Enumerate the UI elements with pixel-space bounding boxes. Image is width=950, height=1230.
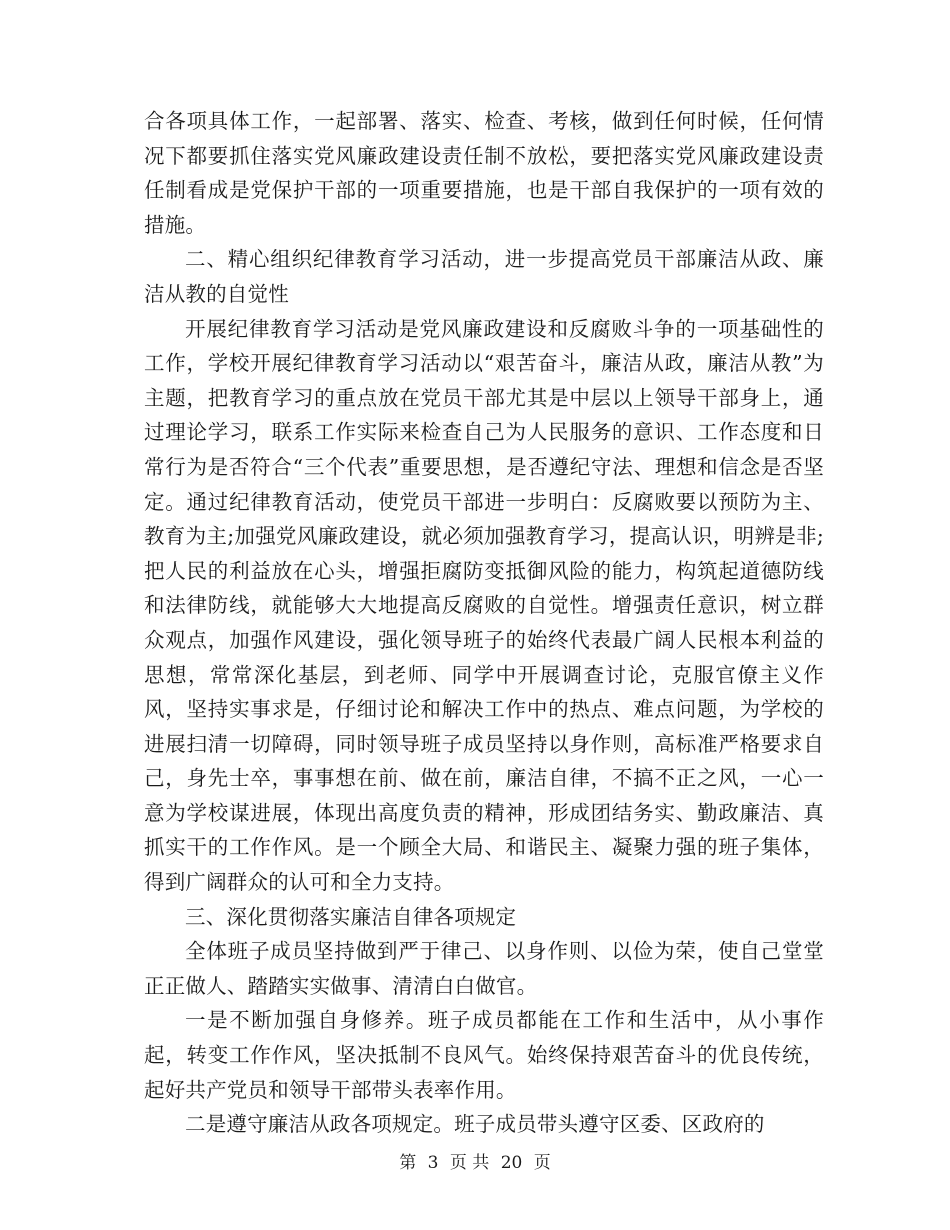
page-footer [0, 1152, 950, 1174]
document-body [144, 104, 824, 1142]
paragraph-4: 一是不断加强自身修养。班子成员都能在工作和生活中，从小事作起，转变工作作风，坚决抵制不良风气。始终保持艰苦奋斗的优良传统，起好共产党员和领导干部带头表率作用。 [144, 1008, 824, 1102]
paragraph-2: 开展纪律教育学习活动是党风廉政建设和反腐败斗争的一项基础性的工作，学校开展纪律教育学习活动以“艰苦奋斗，廉洁从政，廉洁从教”为主题，把教育学习的重点放在党员干部尤其是中层以上领导干部身上，通过理论学习，联系工作实际来检查自己为人民服务的意识、工作态度和日常行为是否符合“三个代表”重要思想，是否遵纪守法、理想和信念是否坚定。通过纪律教育活动，使党员干部进一步明白：反腐败要以预防为主、教育为主;加强党风廉政建设，就必须加强教育学习，提高认识，明辨是非;把人民的利益放在心头，增强拒腐防变抵御风险的能力，构筑起道德防线和法律防线，就能够大大地提高反腐败的自觉性。增强责任意识，树立群众观点，加强作风建设，强化领导班子的始终代表最广阔人民根本利益的思想，常常深化基层，到老师、同学中开展调查讨论，克服官僚主义作风，坚持实事求是，仔细讨论和解决工作中的热点、难点问题，为学校的进展扫清一切障碍，同时领导班子成员坚持以身作则，高标准严格要求自己，身先士卒，事事想在前、做在前，廉洁自律，不搞不正之风，一心一意为学校谋进展，体现出高度负责的精神，形成团结务实、勤政廉洁、真抓实干的工作作风。是一个顾全大局、和谐民主、凝聚力强的班子集体，得到广阔群众的认可和全力支持。 [144, 316, 824, 895]
footer-prefix: 第 [399, 1153, 417, 1173]
section-heading-3: 三、深化贯彻落实廉洁自律各项规定 [185, 904, 517, 929]
paragraph-3: 全体班子成员坚持做到严于律己、以身作则、以俭为荣，使自己堂堂正正做人、踏踏实实做事、清清白白做官。 [144, 939, 824, 998]
section-heading-2: 二、精心组织纪律教育学习活动，进一步提高党员干部廉洁从政、廉洁从教的自觉性 [144, 247, 824, 306]
footer-middle: 页 共 [449, 1153, 490, 1173]
footer-suffix: 页 [533, 1153, 551, 1173]
paragraph-1: 合各项具体工作，一起部署、落实、检查、考核，做到任何时候，任何情况下都要抓住落实党风廉政建设责任制不放松，要把落实党风廉政建设责任制看成是党保护干部的一项重要措施，也是干部自我保护的一项有效的措施。 [144, 109, 824, 237]
current-page-number: 3 [427, 1153, 439, 1173]
paragraph-5: 二是遵守廉洁从政各项规定。班子成员带头遵守区委、区政府的 [185, 1112, 765, 1137]
total-pages-number: 20 [500, 1153, 523, 1173]
